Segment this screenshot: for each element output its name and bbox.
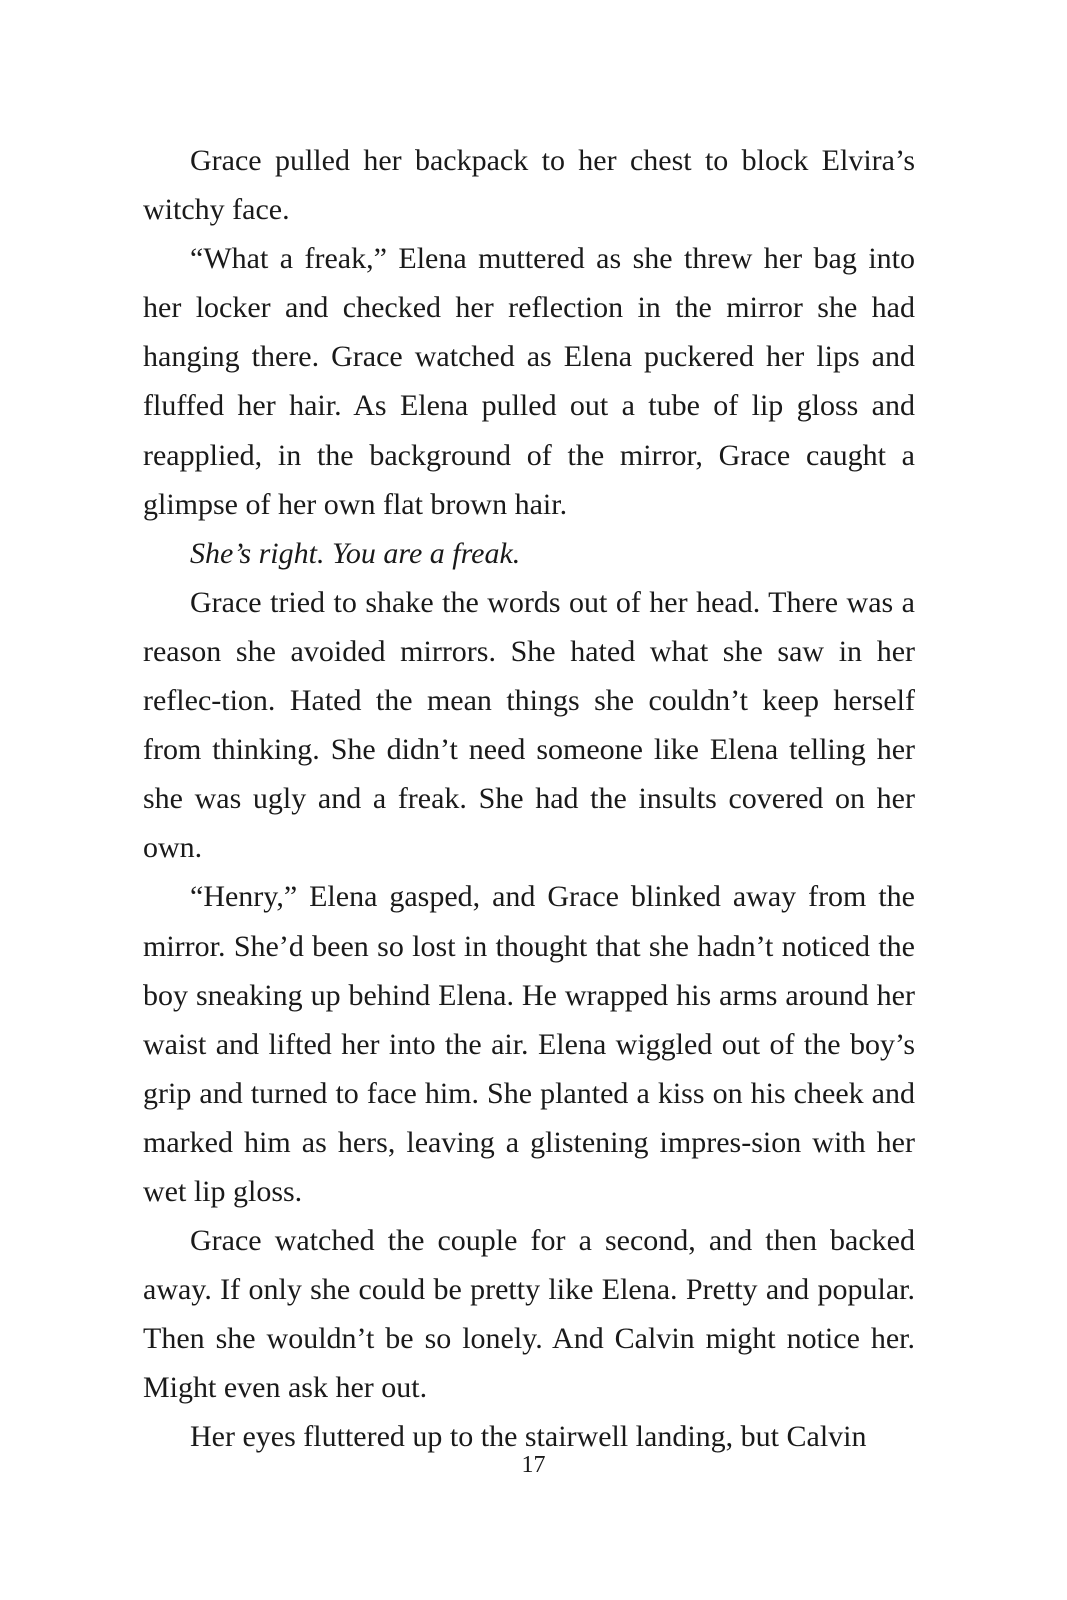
paragraph-4: Grace tried to shake the words out of her head. There was a reason she avoided mirrors. She hated what she saw in her reflec-tion. Hated the mean things she couldn’t keep herself from thinking. She didn’t need someone like Elena telling her she was ugly and a freak. She had the insults covered on her own. [143,585,915,865]
paragraph-3-italic-thought: She’s right. You are a freak. [190,536,521,570]
paragraph-7: Her eyes fluttered up to the stairwell landing, but Calvin [190,1420,867,1454]
body-text [143,136,915,1462]
paragraph-2: “What a freak,” Elena muttered as she threw her bag into her locker and checked her reflection in the mirror she had hanging there. Grace watched as Elena puckered her lips and fluffed her hair. As Elena pulled out a tube of lip gloss and reapplied, in the background of the mirror, Grace caught a glimpse of her own flat brown hair. [143,242,915,521]
paragraph-5: “Henry,” Elena gasped, and Grace blinked away from the mirror. She’d been so lost in thought that she hadn’t noticed the boy sneaking up behind Elena. He wrapped his arms around her waist and lifted her into the air. Elena wiggled out of the boy’s grip and turned to face him. She planted a kiss on his cheek and marked him as hers, leaving a glistening impres-sion with her wet lip gloss. [143,880,915,1208]
page-number: 17 [521,1452,546,1478]
paragraph-6: Grace watched the couple for a second, and then backed away. If only she could be pretty like Elena. Pretty and popular. Then she wouldn’t be so lonely. And Calvin might notice her. Might even ask her out. [143,1224,915,1405]
paragraph-1: Grace pulled her backpack to her chest to block Elvira’s witchy face. [143,144,915,227]
